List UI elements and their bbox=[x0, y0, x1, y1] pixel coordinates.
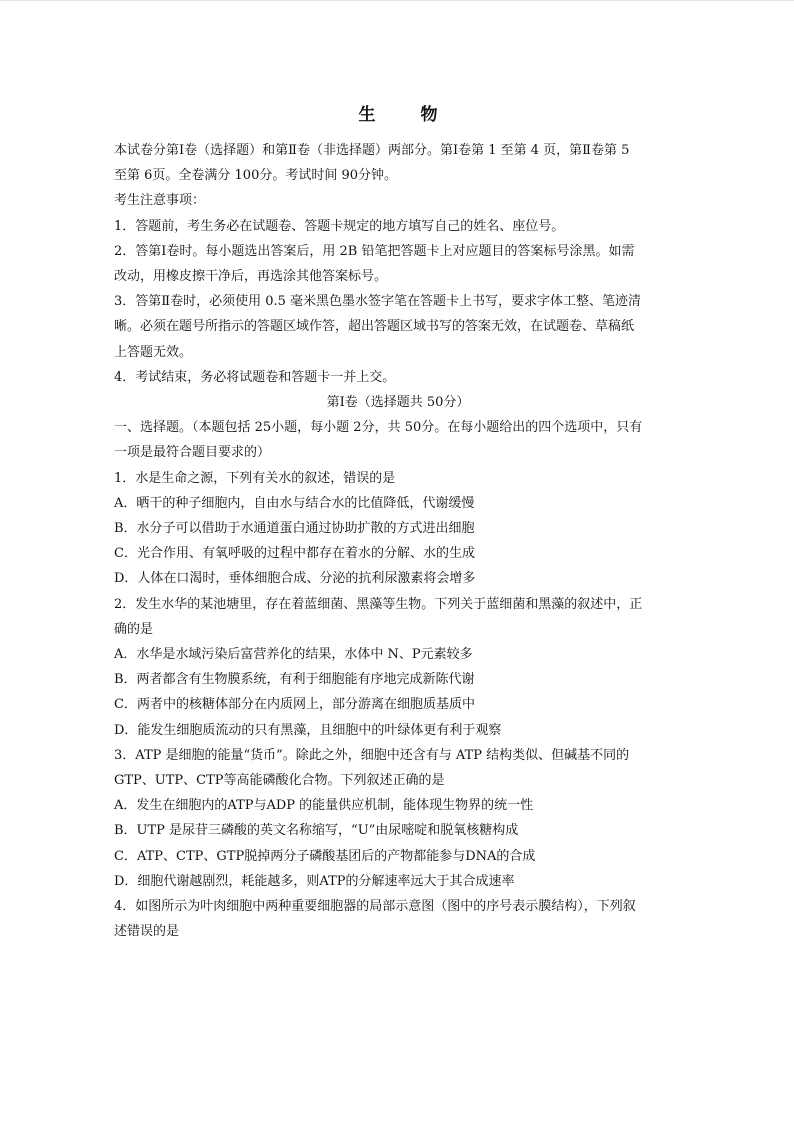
question-stem: 1．水是生命之源，下列有关水的叙述，错误的是 bbox=[114, 470, 396, 486]
question-option-c: C．光合作用、有氧呼吸的过程中都存在着水的分解、水的生成 bbox=[114, 546, 475, 562]
page-title: 生 物 bbox=[358, 105, 452, 125]
notice-line: 4．考试结束，务必将试题卷和答题卡一并上交。 bbox=[114, 369, 396, 385]
section-instructions: 一项是最符合题目要求的） bbox=[114, 445, 271, 461]
notice-line: 改动，用橡皮擦干净后，再选涂其他答案标号。 bbox=[114, 269, 388, 285]
question-option-c: C．ATP、CTP、GTP脱掉两分子磷酸基团后的产物都能参与DNA的合成 bbox=[114, 848, 536, 864]
question-option-b: B．两者都含有生物膜系统，有利于细胞能有序地完成新陈代谢 bbox=[114, 672, 475, 688]
question-2 bbox=[114, 592, 682, 743]
question-option-b: B．UTP 是尿苷三磷酸的英文名称缩写，“U”由尿嘧啶和脱氧核糖构成 bbox=[114, 823, 519, 839]
page-top-rule bbox=[0, 0, 794, 1]
notice-line: 晰。必须在题号所指示的答题区域作答，超出答题区域书写的答案无效，在试题卷、草稿纸 bbox=[114, 319, 635, 335]
notice-line: 1．答题前，考生务必在试题卷、答题卡规定的地方填写自己的姓名、座位号。 bbox=[114, 218, 565, 234]
question-option-b: B．水分子可以借助于水通道蛋白通过协助扩散的方式进出细胞 bbox=[114, 521, 475, 537]
notice-line: 2．答第Ⅰ卷时。每小题选出答案后，用 2B 铅笔把答题卡上对应题目的答案标号涂黑。如需 bbox=[114, 243, 635, 259]
notice-heading: 考生注意事项： bbox=[114, 193, 206, 209]
question-option-d: D．细胞代谢越剧烈，耗能越多，则ATP的分解速率远大于其合成速率 bbox=[114, 873, 515, 889]
exam-intro bbox=[114, 138, 682, 188]
question-option-c: C．两者中的核糖体部分在内质网上，部分游离在细胞质基质中 bbox=[114, 697, 475, 713]
question-4 bbox=[114, 894, 682, 944]
section-instructions: 一、选择题。（本题包括 25小题，每小题 2分，共 50分。在每小题给出的四个选项中，只有 bbox=[114, 420, 643, 436]
question-option-a: A．发生在细胞内的ATP与ADP 的能量供应机制，能体现生物界的统一性 bbox=[114, 798, 534, 814]
section-title: 第Ⅰ卷（选择题共 50分） bbox=[326, 395, 470, 411]
question-stem: 确的是 bbox=[114, 621, 154, 637]
notice-block bbox=[114, 188, 682, 390]
notice-line: 上答题无效。 bbox=[114, 344, 193, 360]
question-stem: 2．发生水华的某池塘里，存在着蓝细菌、黑藻等生物。下列关于蓝细菌和黑藻的叙述中，正 bbox=[114, 596, 643, 612]
question-1 bbox=[114, 466, 682, 592]
question-stem: 述错误的是 bbox=[114, 924, 180, 940]
question-option-a: A．水华是水域污染后富营养化的结果，水体中 N、P元素较多 bbox=[114, 647, 473, 663]
notice-line: 3．答第Ⅱ卷时，必须使用 0.5 毫米黑色墨水签字笔在答题卡上书写，要求字体工整、笔迹清 bbox=[114, 294, 642, 310]
question-option-d: D．人体在口渴时，垂体细胞合成、分泌的抗利尿激素将会增多 bbox=[114, 571, 476, 587]
intro-line: 至第 6页。全卷满分 100分。考试时间 90分钟。 bbox=[114, 168, 398, 184]
question-3 bbox=[114, 743, 682, 894]
intro-line: 本试卷分第Ⅰ卷（选择题）和第Ⅱ卷（非选择题）两部分。第Ⅰ卷第 1 至第 4 页，第Ⅱ卷第 5 bbox=[114, 143, 630, 158]
exam-page bbox=[114, 102, 682, 945]
question-stem: GTP、UTP、CTP等高能磷酸化合物。下列叙述正确的是 bbox=[114, 773, 445, 789]
question-option-d: D．能发生细胞质流动的只有黑藻，且细胞中的叶绿体更有利于观察 bbox=[114, 722, 502, 738]
question-stem: 3．ATP 是细胞的能量“货币”。除此之外，细胞中还含有与 ATP 结构类似、但碱基不同的 bbox=[114, 747, 630, 763]
question-option-a: A．晒干的种子细胞内，自由水与结合水的比值降低，代谢缓慢 bbox=[114, 495, 475, 511]
question-stem: 4．如图所示为叶肉细胞中两种重要细胞器的局部示意图（图中的序号表示膜结构），下列叙 bbox=[114, 899, 636, 915]
